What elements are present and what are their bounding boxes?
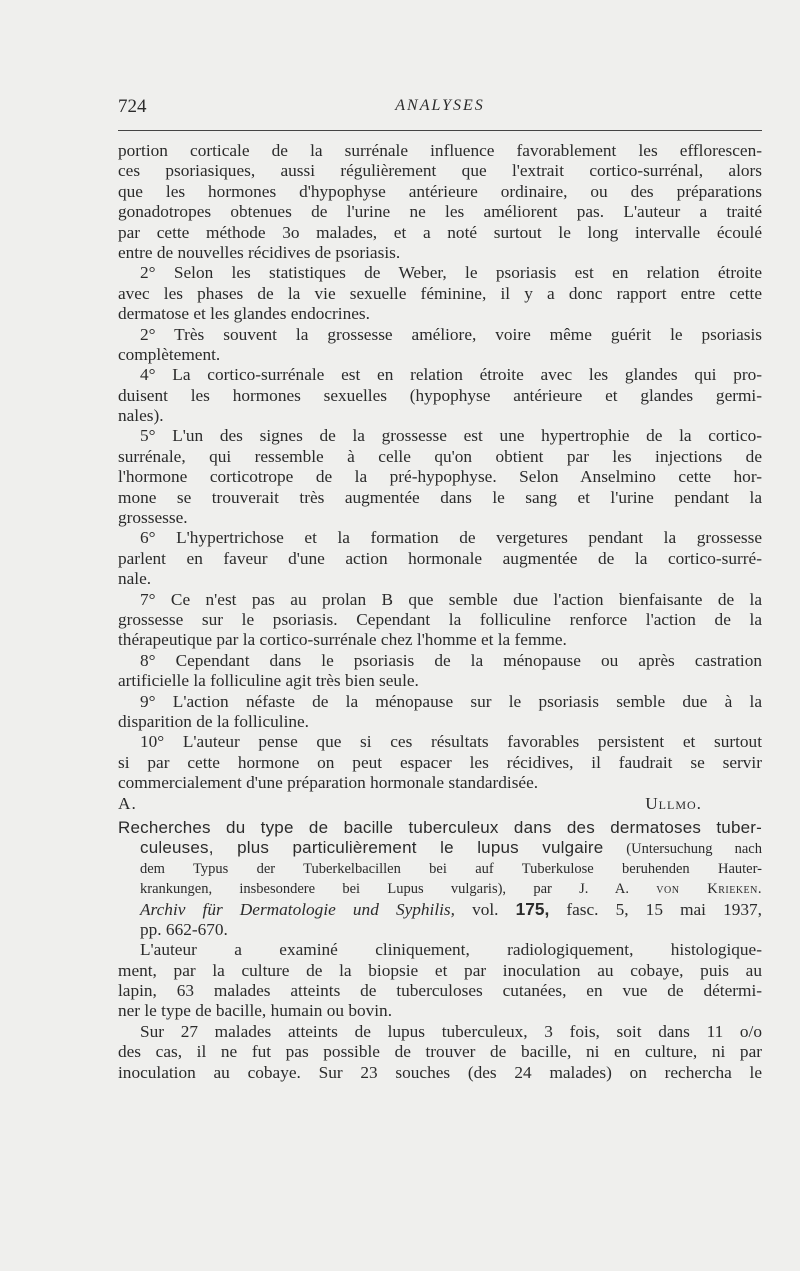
text-line: grossesse sur le psoriasis. Cependant la folliculine renforce l'action de la [118, 609, 762, 629]
original-title-line [118, 879, 762, 899]
text-line: 2° Très souvent la grossesse améliore, voire même guérit le psoriasis [140, 324, 762, 344]
volume-number: 175, [515, 899, 550, 920]
text-line: que les hormones d'hypophyse antérieure ordinaire, ou des préparations [118, 181, 762, 201]
text-line: 6° L'hypertrichose et la formation de vergetures pendant la grossesse [140, 528, 762, 548]
text-line: des cas, il ne fut pas possible de trouver de bacille, ni en culture, ni par [118, 1042, 762, 1062]
text-line: l'hormone corticotrope de la pré-hypophyse. Selon Anselmino cette hor- [118, 467, 762, 487]
page-range: pp. 662-670. [140, 919, 228, 939]
text-line: duisent les hormones sexuelles (hypophyse antérieure et glandes germi- [118, 385, 762, 405]
text-line: 2° Selon les statistiques de Weber, le psoriasis est en relation étroite [140, 263, 762, 283]
text-line: artificielle la folliculine agit très bien seule. [118, 671, 419, 691]
page-number: 724 [118, 96, 147, 117]
text-line: si par cette hormone on peut espacer les récidives, il faudrait se servir [118, 752, 762, 772]
text-line: ces psoriasiques, aussi régulièrement que l'extrait cortico-surrénal, alors [118, 161, 762, 181]
article-title-line: Recherches du type de bacille tuberculeux dans des dermatoses tuber- [118, 817, 762, 837]
text-line: dermatose et les glandes endocrines. [118, 304, 370, 324]
text-line: nales). [118, 406, 164, 426]
citation-line [118, 899, 762, 919]
original-title-line: dem Typus der Tuberkelbacillen bei auf Tuberkulose beruhenden Hauter- [140, 860, 762, 877]
text-line: 9° L'action néfaste de la ménopause sur le psoriasis semble due à la [140, 691, 762, 711]
original-title-end: krankungen, insbesondere bei Lupus vulgaris), par J. A. [140, 881, 629, 898]
text-line: ner le type de bacille, humain ou bovin. [118, 1001, 393, 1021]
text-line: surrénale, qui ressemble à celle qu'on obtient par les injections de [118, 446, 762, 466]
article-title-line [118, 838, 762, 858]
text-line: 4° La cortico-surrénale est en relation étroite avec les glandes qui pro- [140, 365, 762, 385]
text-line: grossesse. [118, 508, 188, 528]
article-title-part: culeuses, plus particulièrement le lupus vulgaire [140, 838, 604, 858]
issue-date: fasc. 5, 15 mai 1937, [566, 900, 762, 920]
volume-label: vol. [472, 900, 499, 920]
text-line: lapin, 63 malades atteints de tuberculoses cutanées, en vue de détermi- [118, 981, 762, 1001]
body-text [118, 141, 762, 1083]
text-line: par cette méthode 3o malades, et a noté surtout le long intervalle écoulé [118, 222, 762, 242]
text-line: parlent en faveur d'une action hormonale augmentée de la cortico-surré- [118, 548, 762, 568]
text-line: mone se trouverait très augmentée dans le sang et l'urine pendant la [118, 487, 762, 507]
text-line: 8° Cependant dans le psoriasis de la ménopause ou après castration [140, 650, 762, 670]
text-line: ment, par la culture de la biopsie et par inoculation au cobaye, puis au [118, 960, 762, 980]
page-header [118, 96, 762, 120]
journal-name: Archiv für Dermatologie und Syphilis, [140, 900, 455, 920]
text-line: inoculation au cobaye. Sur 23 souches (des 24 malades) on rechercha le [118, 1062, 762, 1082]
text-line: nale. [118, 569, 152, 589]
original-title: (Untersuchung nach [626, 841, 762, 858]
text-line: avec les phases de la vie sexuelle féminine, il y a donc rapport entre cette [118, 283, 762, 303]
running-title: ANALYSES [395, 97, 485, 114]
text-line: complètement. [118, 344, 221, 364]
text-line: 10° L'auteur pense que si ces résultats favorables persistent et surtout [140, 732, 762, 752]
text-line: gonadotropes obtenues de l'urine ne les améliorent pas. L'auteur a traité [118, 202, 762, 222]
text-line: thérapeutique par la cortico-surrénale chez l'homme et la femme. [118, 630, 567, 650]
header-rule [118, 130, 762, 131]
text-line: 7° Ce n'est pas au prolan B que semble due l'action bienfaisante de la [140, 589, 762, 609]
text-line: Sur 27 malades atteints de lupus tuberculeux, 3 fois, soit dans 11 o/o [140, 1021, 762, 1041]
text-line: commercialement d'une préparation hormonale standardisée. [118, 773, 539, 793]
text-line: disparition de la folliculine. [118, 711, 310, 731]
article-author: von Krieken. [656, 881, 762, 898]
text-line: L'auteur a examiné cliniquement, radiologiquement, histologique- [140, 940, 762, 960]
author-signature: A. Ullmo. [118, 793, 702, 813]
text-line: portion corticale de la surrénale influence favorablement les efflorescen- [118, 141, 762, 160]
text-line: 5° L'un des signes de la grossesse est une hypertrophie de la cortico- [140, 426, 762, 446]
text-line: entre de nouvelles récidives de psoriasis. [118, 242, 401, 262]
